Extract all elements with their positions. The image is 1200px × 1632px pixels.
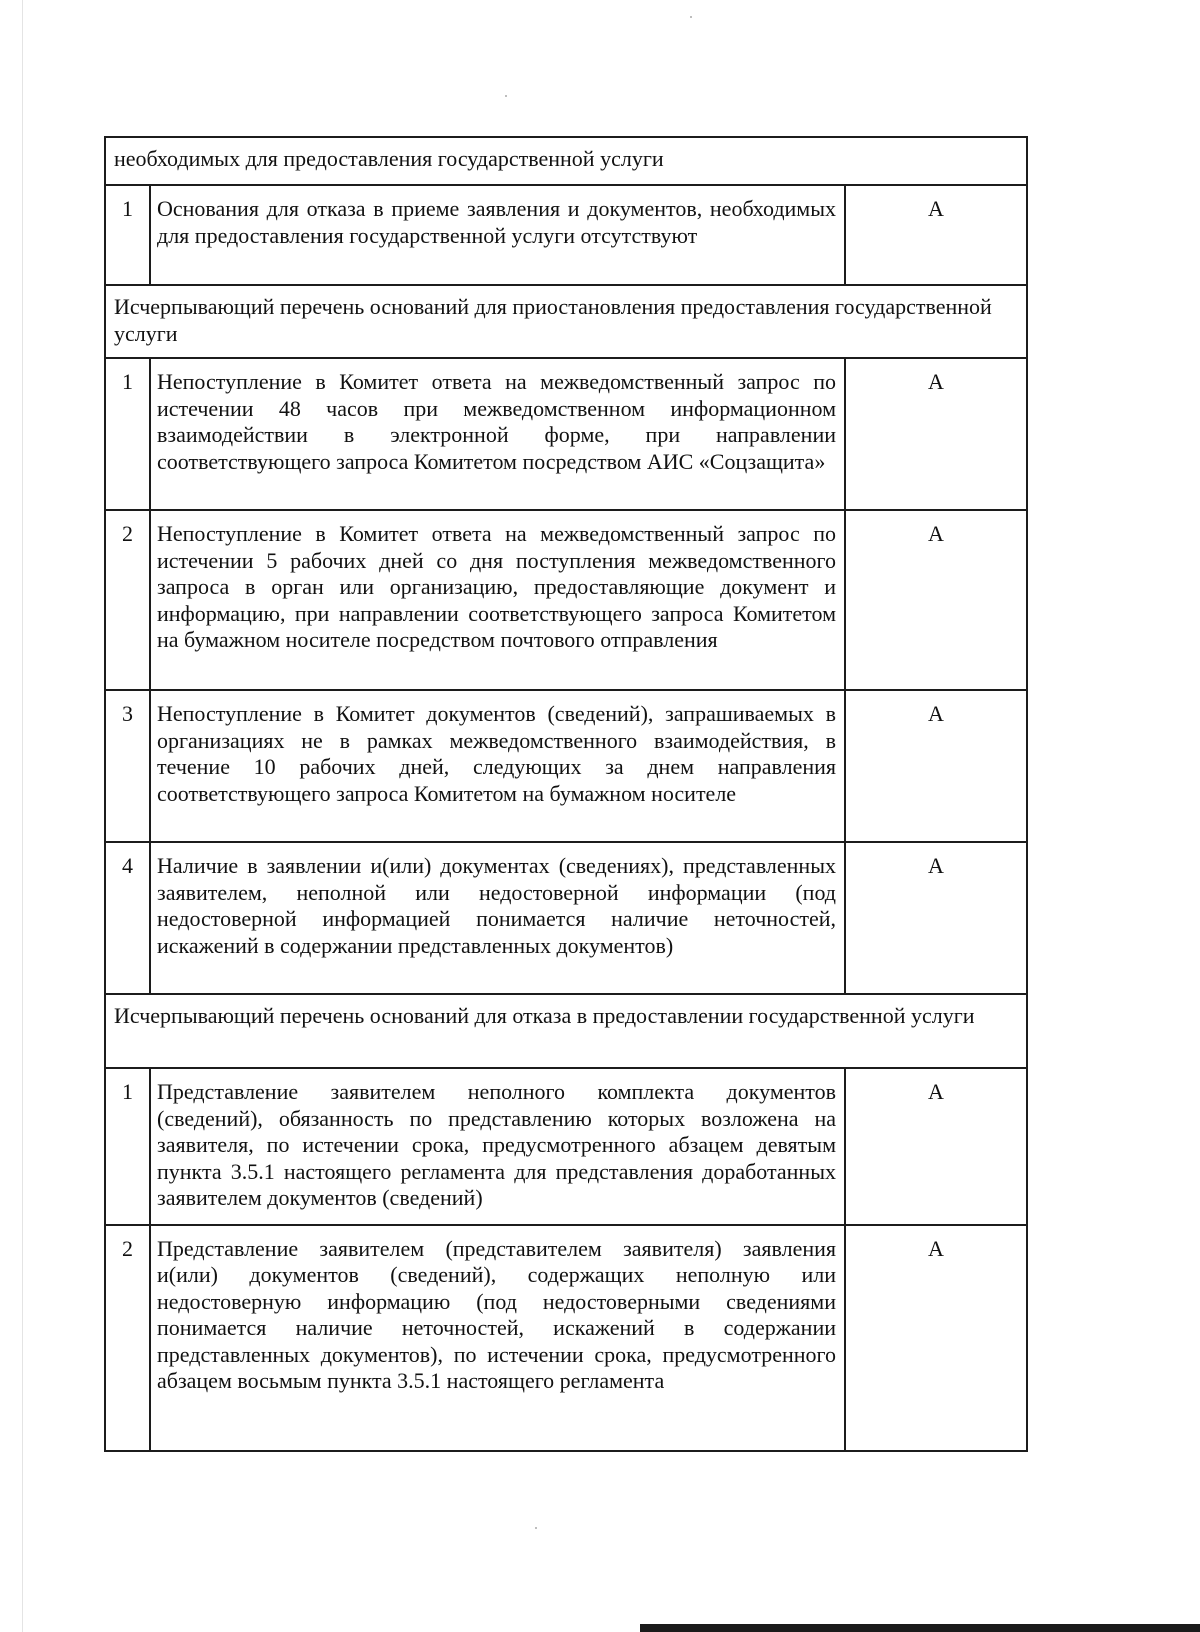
table-row — [105, 510, 1027, 690]
row-number: 2 — [105, 1225, 150, 1451]
row-code: А — [845, 842, 1027, 994]
row-text: Непоступление в Комитет ответа на межведомственный запрос по истечении 48 часов при межведомственном информационном взаимодействии в электронной форме, при направлении соответствующего запроса Комитетом посредством АИС «Соцзащита» — [150, 358, 845, 510]
row-code: А — [845, 1068, 1027, 1225]
section-heading-row — [105, 137, 1027, 185]
table-row — [105, 1225, 1027, 1451]
scan-bottom-edge — [640, 1624, 1200, 1632]
row-number: 1 — [105, 358, 150, 510]
row-number: 1 — [105, 185, 150, 285]
scan-speck — [505, 95, 507, 97]
table-row — [105, 185, 1027, 285]
row-number: 2 — [105, 510, 150, 690]
scan-left-edge — [22, 0, 23, 1632]
section-heading-row — [105, 285, 1027, 358]
row-text: Основания для отказа в приеме заявления и документов, необходимых для предоставления государственной услуги отсутствуют — [150, 185, 845, 285]
table-row — [105, 690, 1027, 842]
section-heading: Исчерпывающий перечень оснований для приостановления предоставления государственной услуги — [105, 285, 1027, 358]
row-text: Представление заявителем (представителем заявителя) заявления и(или) документов (сведений), содержащих неполную или недостоверную информацию (под недостоверными сведениями понимается наличие неточностей, искажений в содержании представленных документов), по истечении срока, предусмотренного абзацем восьмым пункта 3.5.1 настоящего регламента — [150, 1225, 845, 1451]
table-row — [105, 1068, 1027, 1225]
table-row — [105, 358, 1027, 510]
scan-speck — [690, 16, 692, 18]
row-code: А — [845, 185, 1027, 285]
section-heading: Исчерпывающий перечень оснований для отказа в предоставлении государственной услуги — [105, 994, 1027, 1068]
row-number: 1 — [105, 1068, 150, 1225]
section-heading: необходимых для предоставления государственной услуги — [105, 137, 1027, 185]
row-text: Представление заявителем неполного комплекта документов (сведений), обязанность по представлению которых возложена на заявителя, по истечении срока, предусмотренного абзацем девятым пункта 3.5.1 настоящего регламента для представления доработанных заявителем документов (сведений) — [150, 1068, 845, 1225]
row-number: 4 — [105, 842, 150, 994]
scan-speck — [535, 1527, 537, 1529]
row-text: Непоступление в Комитет ответа на межведомственный запрос по истечении 5 рабочих дней со дня поступления межведомственного запроса в орган или организацию, предоставляющие документ и информацию, при направлении соответствующего запроса Комитетом на бумажном носителе посредством почтового отправления — [150, 510, 845, 690]
grounds-table — [104, 136, 1028, 1452]
table-row — [105, 842, 1027, 994]
row-text: Наличие в заявлении и(или) документах (сведениях), представленных заявителем, неполной или недостоверной информации (под недостоверной информацией понимается наличие неточностей, искажений в содержании представленных документов) — [150, 842, 845, 994]
row-code: А — [845, 1225, 1027, 1451]
row-text: Непоступление в Комитет документов (сведений), запрашиваемых в организациях не в рамках межведомственного взаимодействия, в течение 10 рабочих дней, следующих за днем направления соответствующего запроса Комитетом на бумажном носителе — [150, 690, 845, 842]
row-code: А — [845, 510, 1027, 690]
row-number: 3 — [105, 690, 150, 842]
section-heading-row — [105, 994, 1027, 1068]
row-code: А — [845, 358, 1027, 510]
row-code: А — [845, 690, 1027, 842]
